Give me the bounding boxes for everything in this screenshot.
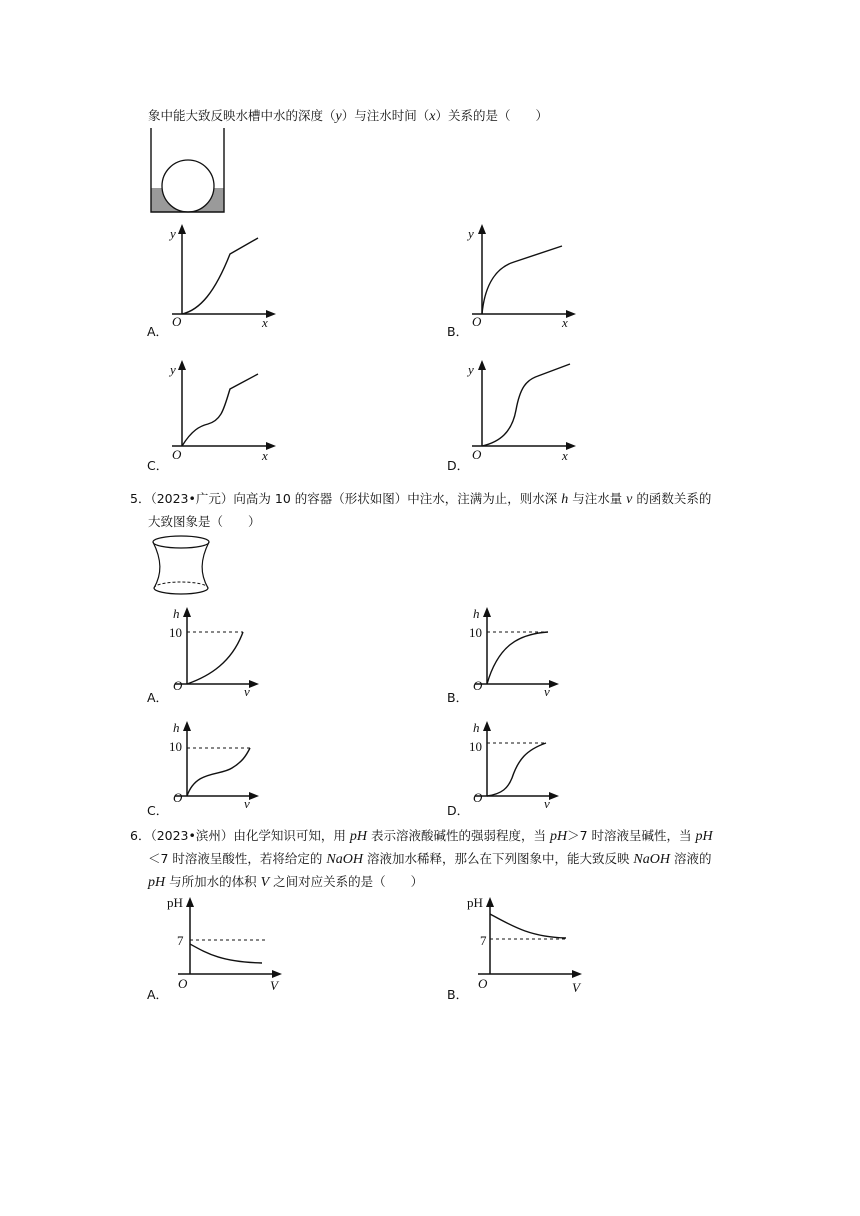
q5-stem-line1: 5．（2023•广元）向高为 10 的容器（形状如图）中注水，注满为止，则水深 h 与注水量 v 的函数关系的	[130, 491, 712, 507]
q4-tank-figure	[148, 128, 228, 218]
curve	[482, 364, 570, 446]
q5-stem-line2: 大致图象是（ ）	[148, 514, 261, 529]
q4-option-a-label: A．	[147, 324, 169, 339]
y-axis-label: h	[473, 606, 480, 621]
q6-graph-a	[160, 892, 300, 1002]
origin-label: O	[173, 790, 183, 805]
origin-label: O	[472, 447, 482, 462]
q4-option-c-label: C．	[147, 458, 169, 473]
tick-label: 10	[469, 739, 482, 754]
curve	[187, 632, 243, 684]
q4-stem: 象中能大致反映水槽中水的深度（y）与注水时间（x）关系的是（ ）	[148, 108, 548, 124]
origin-label: O	[178, 976, 188, 991]
q5-graph-d	[460, 718, 590, 813]
q6-option-b-label: B．	[447, 987, 469, 1002]
q4-graph-a	[160, 222, 290, 332]
tick-label: 10	[469, 625, 482, 640]
tick-label: 10	[169, 625, 182, 640]
q6-option-a-label: A．	[147, 987, 169, 1002]
q4-graph-d	[460, 358, 590, 468]
q4-graph-c	[160, 358, 290, 468]
y-axis-label: pH	[467, 895, 483, 910]
curve	[190, 944, 262, 963]
q6-stem-line2: ＜7 时溶液呈酸性，若将给定的 NaOH 溶液加水稀释，那么在下列图象中，能大致反映 NaOH 溶液的	[148, 851, 712, 867]
y-axis-label: h	[173, 606, 180, 621]
x-axis-label: V	[270, 978, 278, 993]
x-axis-label: x	[562, 448, 568, 463]
q5-option-b-label: B．	[447, 690, 469, 705]
tick-label: 7	[177, 933, 184, 948]
q5-graph-c	[160, 718, 290, 813]
origin-label: O	[172, 314, 182, 329]
q5-container-figure	[148, 534, 216, 598]
q6-stem-line1: 6．（2023•滨州）由化学知识可知，用 pH 表示溶液酸碱性的强弱程度，当 pH＞7 时溶液呈碱性，当 pH	[130, 828, 713, 844]
y-axis-label: y	[170, 362, 176, 377]
y-axis-label: y	[468, 226, 474, 241]
x-axis-label: v	[544, 684, 550, 699]
q5-option-d-label: D．	[447, 803, 470, 818]
q4-graph-b	[460, 222, 590, 332]
origin-label: O	[473, 678, 483, 693]
x-axis-label: x	[262, 448, 268, 463]
origin-label: O	[473, 790, 483, 805]
x-axis-label: v	[244, 796, 250, 811]
tick-label: 10	[169, 739, 182, 754]
origin-label: O	[472, 314, 482, 329]
curve	[187, 748, 250, 796]
q4-option-b-label: B．	[447, 324, 469, 339]
y-axis-label: y	[468, 362, 474, 377]
curve	[487, 632, 548, 684]
y-axis-label: y	[170, 226, 176, 241]
x-axis-label: x	[262, 315, 268, 330]
curve	[487, 743, 546, 796]
q5-option-a-label: A．	[147, 690, 169, 705]
origin-label: O	[478, 976, 488, 991]
q6-graph-b	[460, 892, 600, 1002]
q5-graph-b	[460, 604, 590, 699]
q5-graph-a	[160, 604, 290, 699]
x-axis-label: V	[572, 980, 580, 995]
q6-stem-line3: pH 与所加水的体积 V 之间对应关系的是（ ）	[148, 874, 424, 890]
origin-label: O	[173, 678, 183, 693]
q4-option-d-label: D．	[447, 458, 470, 473]
y-axis-label: h	[473, 720, 480, 735]
q5-option-c-label: C．	[147, 803, 169, 818]
y-axis-label: h	[173, 720, 180, 735]
curve	[482, 246, 562, 314]
tick-label: 7	[480, 933, 487, 948]
x-axis-label: v	[544, 796, 550, 811]
y-axis-label: pH	[167, 895, 183, 910]
x-axis-label: v	[244, 684, 250, 699]
curve	[182, 374, 258, 446]
curve	[490, 914, 566, 938]
x-axis-label: x	[562, 315, 568, 330]
curve	[182, 238, 258, 314]
origin-label: O	[172, 447, 182, 462]
